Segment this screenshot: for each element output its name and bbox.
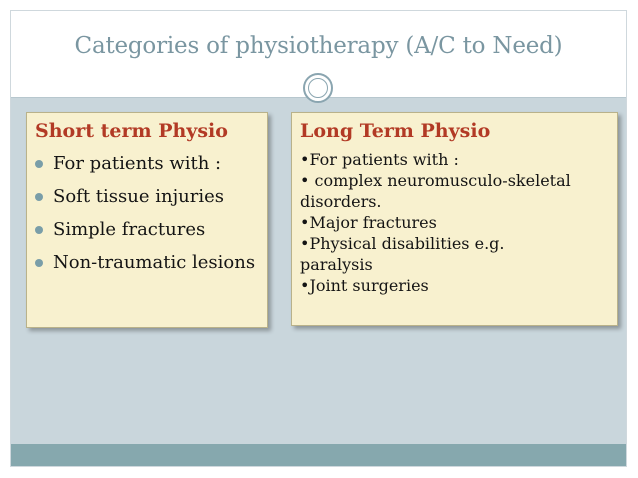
list-item (34, 186, 264, 208)
bullet-dot-icon (35, 226, 43, 234)
divider-circle-ornament (303, 73, 333, 103)
list-item-text: Soft tissue injuries (53, 186, 224, 207)
long-term-box (291, 112, 618, 326)
list-item-text: Simple fractures (53, 219, 206, 240)
text-line: •Major fractures (300, 213, 437, 232)
list-item-text: Non-traumatic lesions (53, 252, 256, 273)
short-term-box (26, 112, 268, 328)
bullet-dot-icon (35, 193, 43, 201)
list-item (34, 153, 264, 175)
list-item (34, 219, 264, 241)
text-line: •Joint surgeries (300, 276, 429, 295)
slide (10, 10, 627, 467)
text-line: •For patients with : (300, 150, 459, 169)
text-line: • complex neuromusculo-skeletal (300, 171, 571, 190)
slide-title: Categories of physiotherapy (A/C to Need) (74, 33, 563, 59)
list-item (34, 252, 264, 274)
footer-band (11, 444, 626, 466)
short-term-list (34, 153, 264, 285)
text-line: •Physical disabilities e.g. (300, 234, 505, 253)
bullet-dot-icon (35, 259, 43, 267)
short-term-heading: Short term Physio (35, 120, 228, 142)
text-line: paralysis (300, 255, 373, 274)
long-term-heading: Long Term Physio (300, 120, 491, 142)
text-line: disorders. (300, 192, 382, 211)
list-item-text: For patients with : (53, 153, 222, 174)
long-term-lines (300, 149, 612, 296)
bullet-dot-icon (35, 160, 43, 168)
